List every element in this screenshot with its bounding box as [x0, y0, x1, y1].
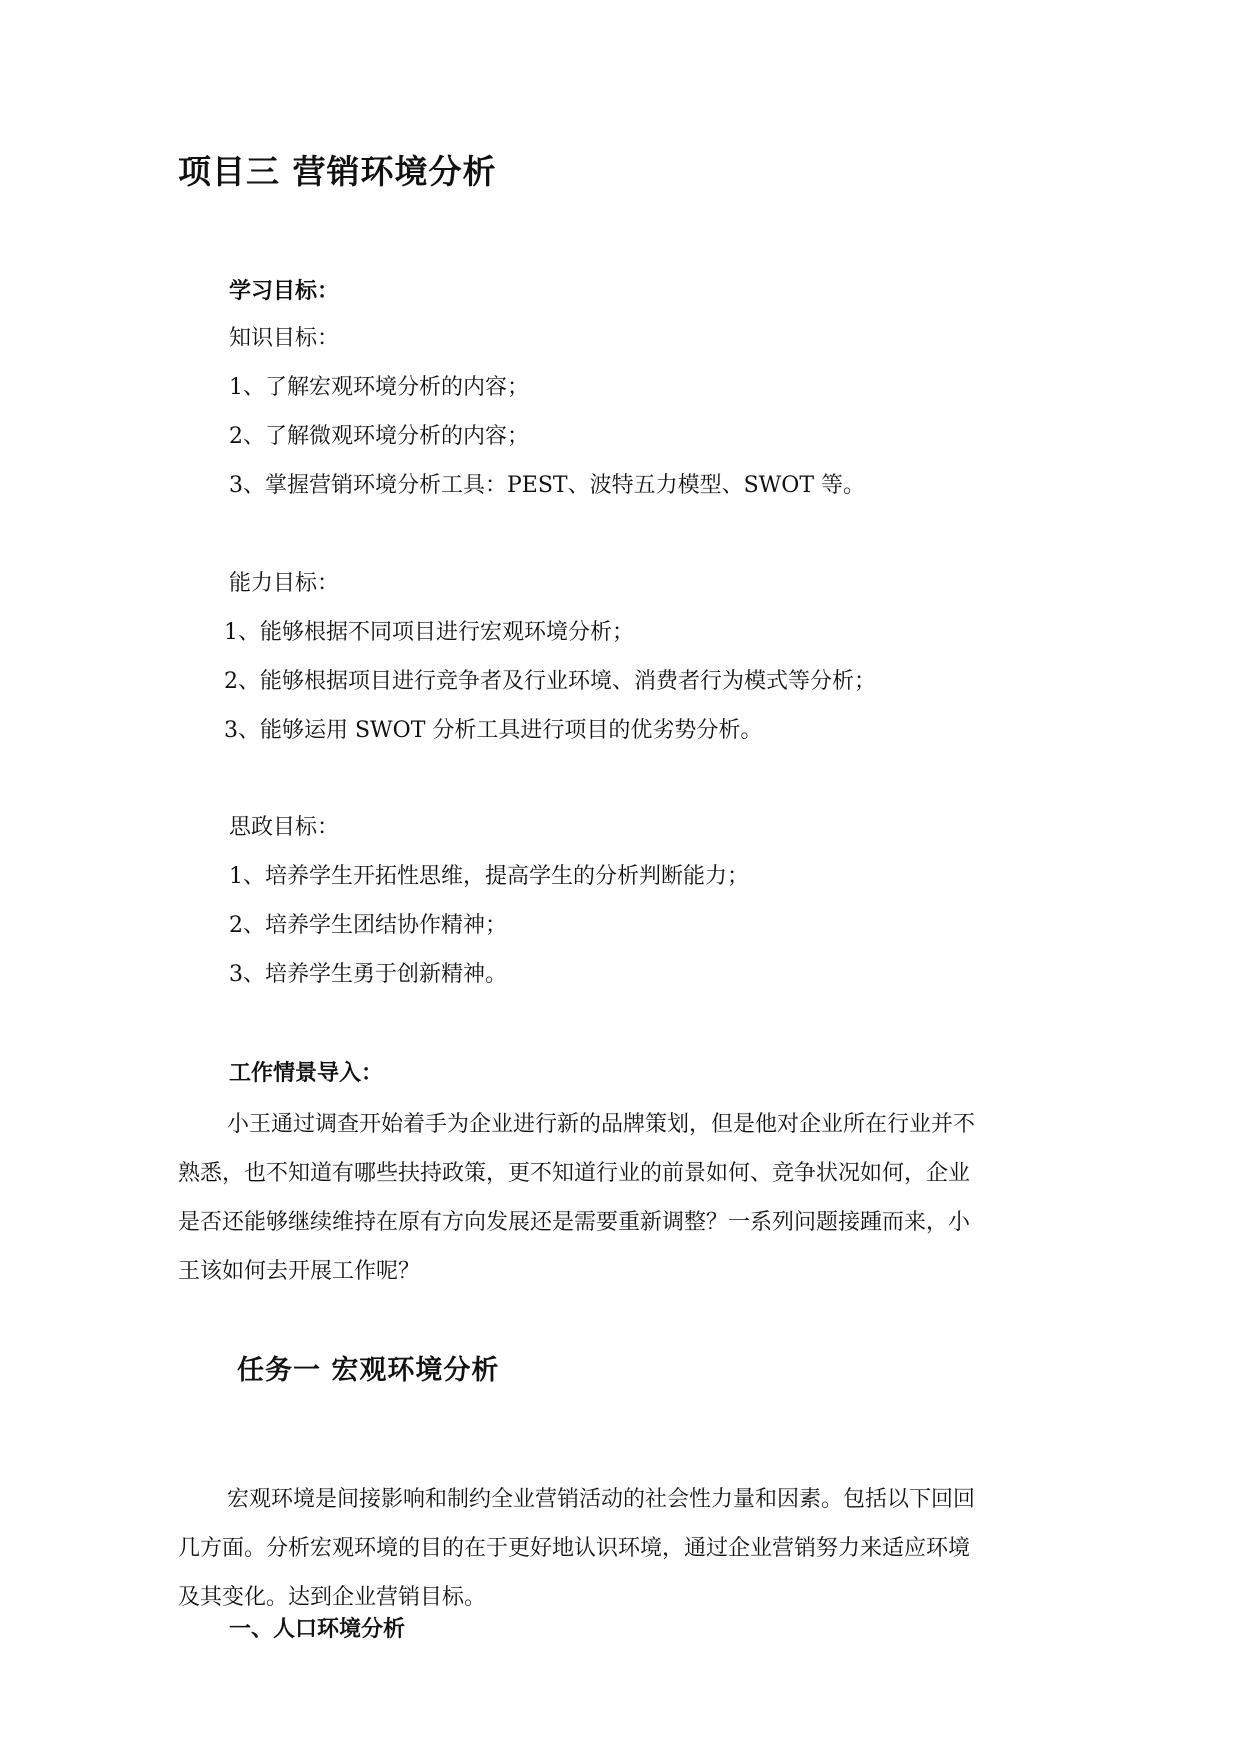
ability-objective-item: 1、能够根据不同项目进行宏观环境分析； [224, 620, 634, 645]
knowledge-objective-item: 2、了解微观环境分析的内容； [229, 424, 529, 449]
ability-objectives-heading: 能力目标： [229, 571, 340, 596]
scenario-paragraph [178, 1100, 1083, 1296]
ability-objective-item: 2、能够根据项目进行竞争者及行业环境、消费者行为模式等分析； [224, 669, 876, 694]
scenario-line: 是否还能够继续维持在原有方向发展还是需要重新调整？一系列问题接踵而来，小 [178, 1210, 971, 1235]
knowledge-objective-item: 1、了解宏观环境分析的内容； [229, 375, 529, 400]
task-intro-line: 几方面。分析宏观环境的目的在于更好地认识环境，通过企业营销努力来适应环境 [178, 1536, 971, 1561]
section-heading: 一、人口环境分析 [229, 1617, 406, 1642]
page-title: 项目三 营销环境分析 [178, 152, 497, 191]
scenario-line: 王该如何去开展工作呢？ [178, 1259, 421, 1284]
knowledge-objectives-heading: 知识目标： [229, 326, 340, 351]
scenario-line: 熟悉，也不知道有哪些扶持政策，更不知道行业的前景如何、竞争状况如何，企业 [178, 1161, 971, 1186]
ideological-objectives-heading: 思政目标： [229, 815, 340, 840]
ideological-objective-item: 3、培养学生勇于创新精神。 [229, 962, 507, 987]
ideological-objective-item: 1、培养学生开拓性思维，提高学生的分析判断能力； [229, 864, 749, 889]
task-intro-line: 宏观环境是间接影响和制约全业营销活动的社会性力量和因素。包括以下回回 [227, 1487, 976, 1512]
knowledge-objective-item: 3、掌握营销环境分析工具：PEST、波特五力模型、SWOT 等。 [229, 473, 865, 498]
learning-objectives-heading: 学习目标： [229, 279, 340, 304]
ability-objective-item: 3、能够运用 SWOT 分析工具进行项目的优劣势分析。 [224, 718, 763, 743]
scenario-heading: 工作情景导入： [229, 1061, 384, 1086]
scenario-line: 小王通过调查开始着手为企业进行新的品牌策划，但是他对企业所在行业并不 [227, 1112, 976, 1137]
ideological-objective-item: 2、培养学生团结协作精神； [229, 913, 507, 938]
task-intro-line: 及其变化。达到企业营销目标。 [178, 1585, 487, 1610]
task-intro-paragraph [178, 1475, 1083, 1622]
task-heading: 任务一 宏观环境分析 [237, 1355, 500, 1386]
